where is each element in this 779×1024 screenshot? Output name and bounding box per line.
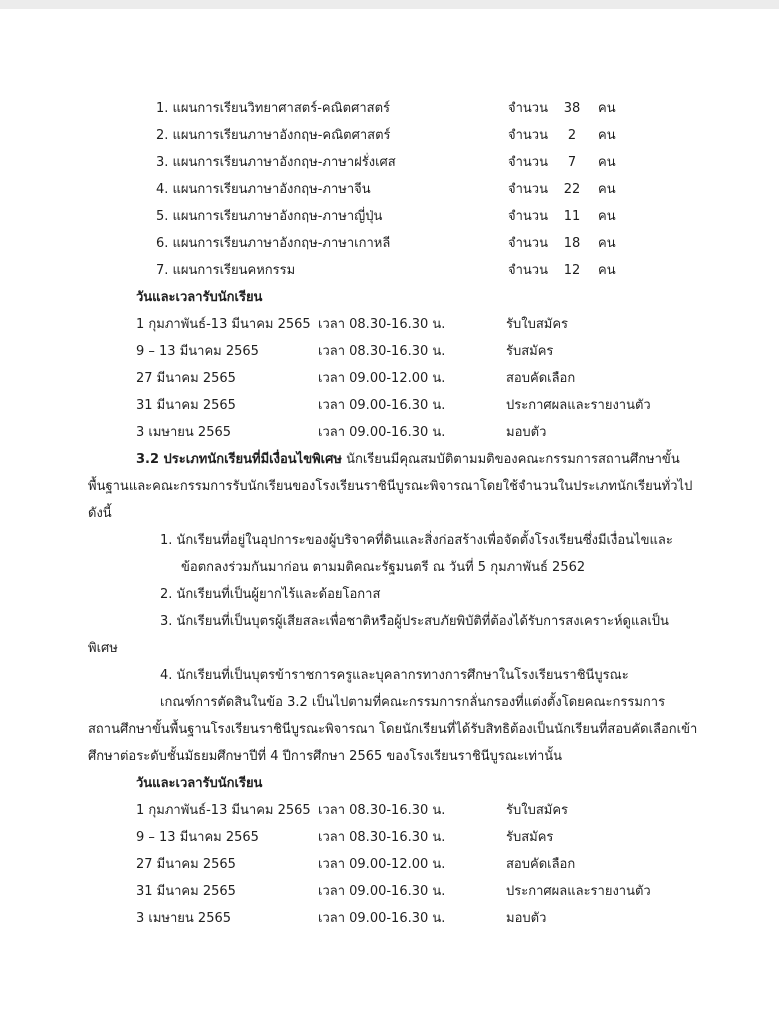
plan-label: 7. แผนการเรียนคหกรรม xyxy=(156,263,296,278)
schedule-heading: วันและเวลารับนักเรียน xyxy=(136,290,263,305)
schedule-activity: รับใบสมัคร xyxy=(506,803,569,818)
condition-item: 1. นักเรียนที่อยู่ในอุปการะของผู้บริจาคที่ดินและสิ่งก่อสร้างเพื่อจัดตั้งโรงเรียนซึ่งมีเงื่อนไขและ xyxy=(160,533,673,548)
plan-unit: คน xyxy=(598,209,616,224)
plan-label: 1. แผนการเรียนวิทยาศาสตร์-คณิตศาสตร์ xyxy=(156,101,390,116)
schedule-time: เวลา 09.00-16.30 น. xyxy=(318,425,446,440)
schedule-heading: วันและเวลารับนักเรียน xyxy=(136,776,263,791)
plan-count-word: จำนวน xyxy=(508,263,548,278)
schedule-date: 3 เมษายน 2565 xyxy=(136,425,232,440)
schedule-date: 27 มีนาคม 2565 xyxy=(136,857,236,872)
plan-label: 5. แผนการเรียนภาษาอังกฤษ-ภาษาญี่ปุ่น xyxy=(156,209,383,224)
condition-item: 3. นักเรียนที่เป็นบุตรผู้เสียสละเพื่อชาติหรือผู้ประสบภัยพิบัติที่ต้องได้รับการสงเคราะห์ดูแลเป็น xyxy=(160,614,669,629)
schedule-time: เวลา 09.00-16.30 น. xyxy=(318,884,446,899)
schedule-date: 3 เมษายน 2565 xyxy=(136,911,232,926)
schedule-time: เวลา 09.00-12.00 น. xyxy=(318,371,446,386)
schedule-date: 9 – 13 มีนาคม 2565 xyxy=(136,344,259,359)
plan-unit: คน xyxy=(598,263,616,278)
condition-item-continuation: พิเศษ xyxy=(88,641,118,656)
condition-item: 2. นักเรียนที่เป็นผู้ยากไร้และด้อยโอกาส xyxy=(160,587,381,602)
plan-unit: คน xyxy=(598,155,616,170)
plan-count: 7 xyxy=(567,155,577,170)
schedule-time: เวลา 09.00-12.00 น. xyxy=(318,857,446,872)
plan-count: 22 xyxy=(563,182,581,197)
plan-count: 12 xyxy=(563,263,581,278)
section-intro-line xyxy=(136,451,680,469)
condition-item-continuation: ข้อตกลงร่วมกันมาก่อน ตามมติคณะรัฐมนตรี ณ วันที่ 5 กุมภาพันธ์ 2562 xyxy=(181,560,586,575)
criteria-paragraph-line: ศึกษาต่อระดับชั้นมัธยมศึกษาปีที่ 4 ปีการศึกษา 2565 ของโรงเรียนราชินีบูรณะเท่านั้น xyxy=(88,749,563,764)
section-intro-text: นักเรียนมีคุณสมบัติตามมติของคณะกรรมการสถานศึกษาขั้น xyxy=(341,452,680,467)
condition-item: 4. นักเรียนที่เป็นบุตรข้าราชการครูและบุคลากรทางการศึกษาในโรงเรียนราชินีบูรณะ xyxy=(160,668,629,683)
schedule-date: 31 มีนาคม 2565 xyxy=(136,398,236,413)
plan-unit: คน xyxy=(598,182,616,197)
section-intro-line: ดังนี้ xyxy=(88,506,112,521)
criteria-paragraph-line: เกณฑ์การตัดสินในข้อ 3.2 เป็นไปตามที่คณะกรรมการกลั่นกรองที่แต่งตั้งโดยคณะกรรมการ xyxy=(160,695,666,710)
criteria-paragraph-line: สถานศึกษาขั้นพื้นฐานโรงเรียนราชินีบูรณะพิจารณา โดยนักเรียนที่ได้รับสิทธิต้องเป็นนักเรียนที่สอบคัดเลือกเข้า xyxy=(88,722,698,737)
plan-unit: คน xyxy=(598,128,616,143)
plan-unit: คน xyxy=(598,101,616,116)
schedule-activity: สอบคัดเลือก xyxy=(506,857,576,872)
schedule-activity: ประกาศผลและรายงานตัว xyxy=(506,884,651,899)
plan-count: 2 xyxy=(567,128,577,143)
schedule-activity: สอบคัดเลือก xyxy=(506,371,576,386)
plan-unit: คน xyxy=(598,236,616,251)
schedule-time: เวลา 08.30-16.30 น. xyxy=(318,344,446,359)
plan-count: 38 xyxy=(563,101,581,116)
plan-label: 2. แผนการเรียนภาษาอังกฤษ-คณิตศาสตร์ xyxy=(156,128,391,143)
top-edge-bar xyxy=(0,0,779,9)
schedule-time: เวลา 08.30-16.30 น. xyxy=(318,803,446,818)
schedule-date: 27 มีนาคม 2565 xyxy=(136,371,236,386)
schedule-time: เวลา 08.30-16.30 น. xyxy=(318,317,446,332)
schedule-time: เวลา 09.00-16.30 น. xyxy=(318,911,446,926)
plan-count-word: จำนวน xyxy=(508,128,548,143)
plan-count: 11 xyxy=(563,209,581,224)
schedule-activity: มอบตัว xyxy=(506,911,547,926)
schedule-activity: รับใบสมัคร xyxy=(506,317,569,332)
plan-count-word: จำนวน xyxy=(508,101,548,116)
plan-count-word: จำนวน xyxy=(508,155,548,170)
plan-label: 4. แผนการเรียนภาษาอังกฤษ-ภาษาจีน xyxy=(156,182,371,197)
section-intro-line: พื้นฐานและคณะกรรมการรับนักเรียนของโรงเรียนราชินีบูรณะพิจารณาโดยใช้จำนวนในประเภทนักเรียนทั่วไป xyxy=(88,479,693,494)
schedule-date: 9 – 13 มีนาคม 2565 xyxy=(136,830,259,845)
plan-label: 3. แผนการเรียนภาษาอังกฤษ-ภาษาฝรั่งเศส xyxy=(156,155,396,170)
plan-count-word: จำนวน xyxy=(508,182,548,197)
plan-count: 18 xyxy=(563,236,581,251)
schedule-date: 31 มีนาคม 2565 xyxy=(136,884,236,899)
schedule-time: เวลา 09.00-16.30 น. xyxy=(318,398,446,413)
schedule-date: 1 กุมภาพันธ์-13 มีนาคม 2565 xyxy=(136,803,311,818)
plan-label: 6. แผนการเรียนภาษาอังกฤษ-ภาษาเกาหลี xyxy=(156,236,391,251)
schedule-time: เวลา 08.30-16.30 น. xyxy=(318,830,446,845)
plan-count-word: จำนวน xyxy=(508,236,548,251)
plan-count-word: จำนวน xyxy=(508,209,548,224)
schedule-activity: ประกาศผลและรายงานตัว xyxy=(506,398,651,413)
schedule-activity: มอบตัว xyxy=(506,425,547,440)
section-title: 3.2 ประเภทนักเรียนที่มีเงื่อนไขพิเศษ xyxy=(136,452,342,467)
schedule-activity: รับสมัคร xyxy=(506,830,554,845)
schedule-activity: รับสมัคร xyxy=(506,344,554,359)
schedule-date: 1 กุมภาพันธ์-13 มีนาคม 2565 xyxy=(136,317,311,332)
